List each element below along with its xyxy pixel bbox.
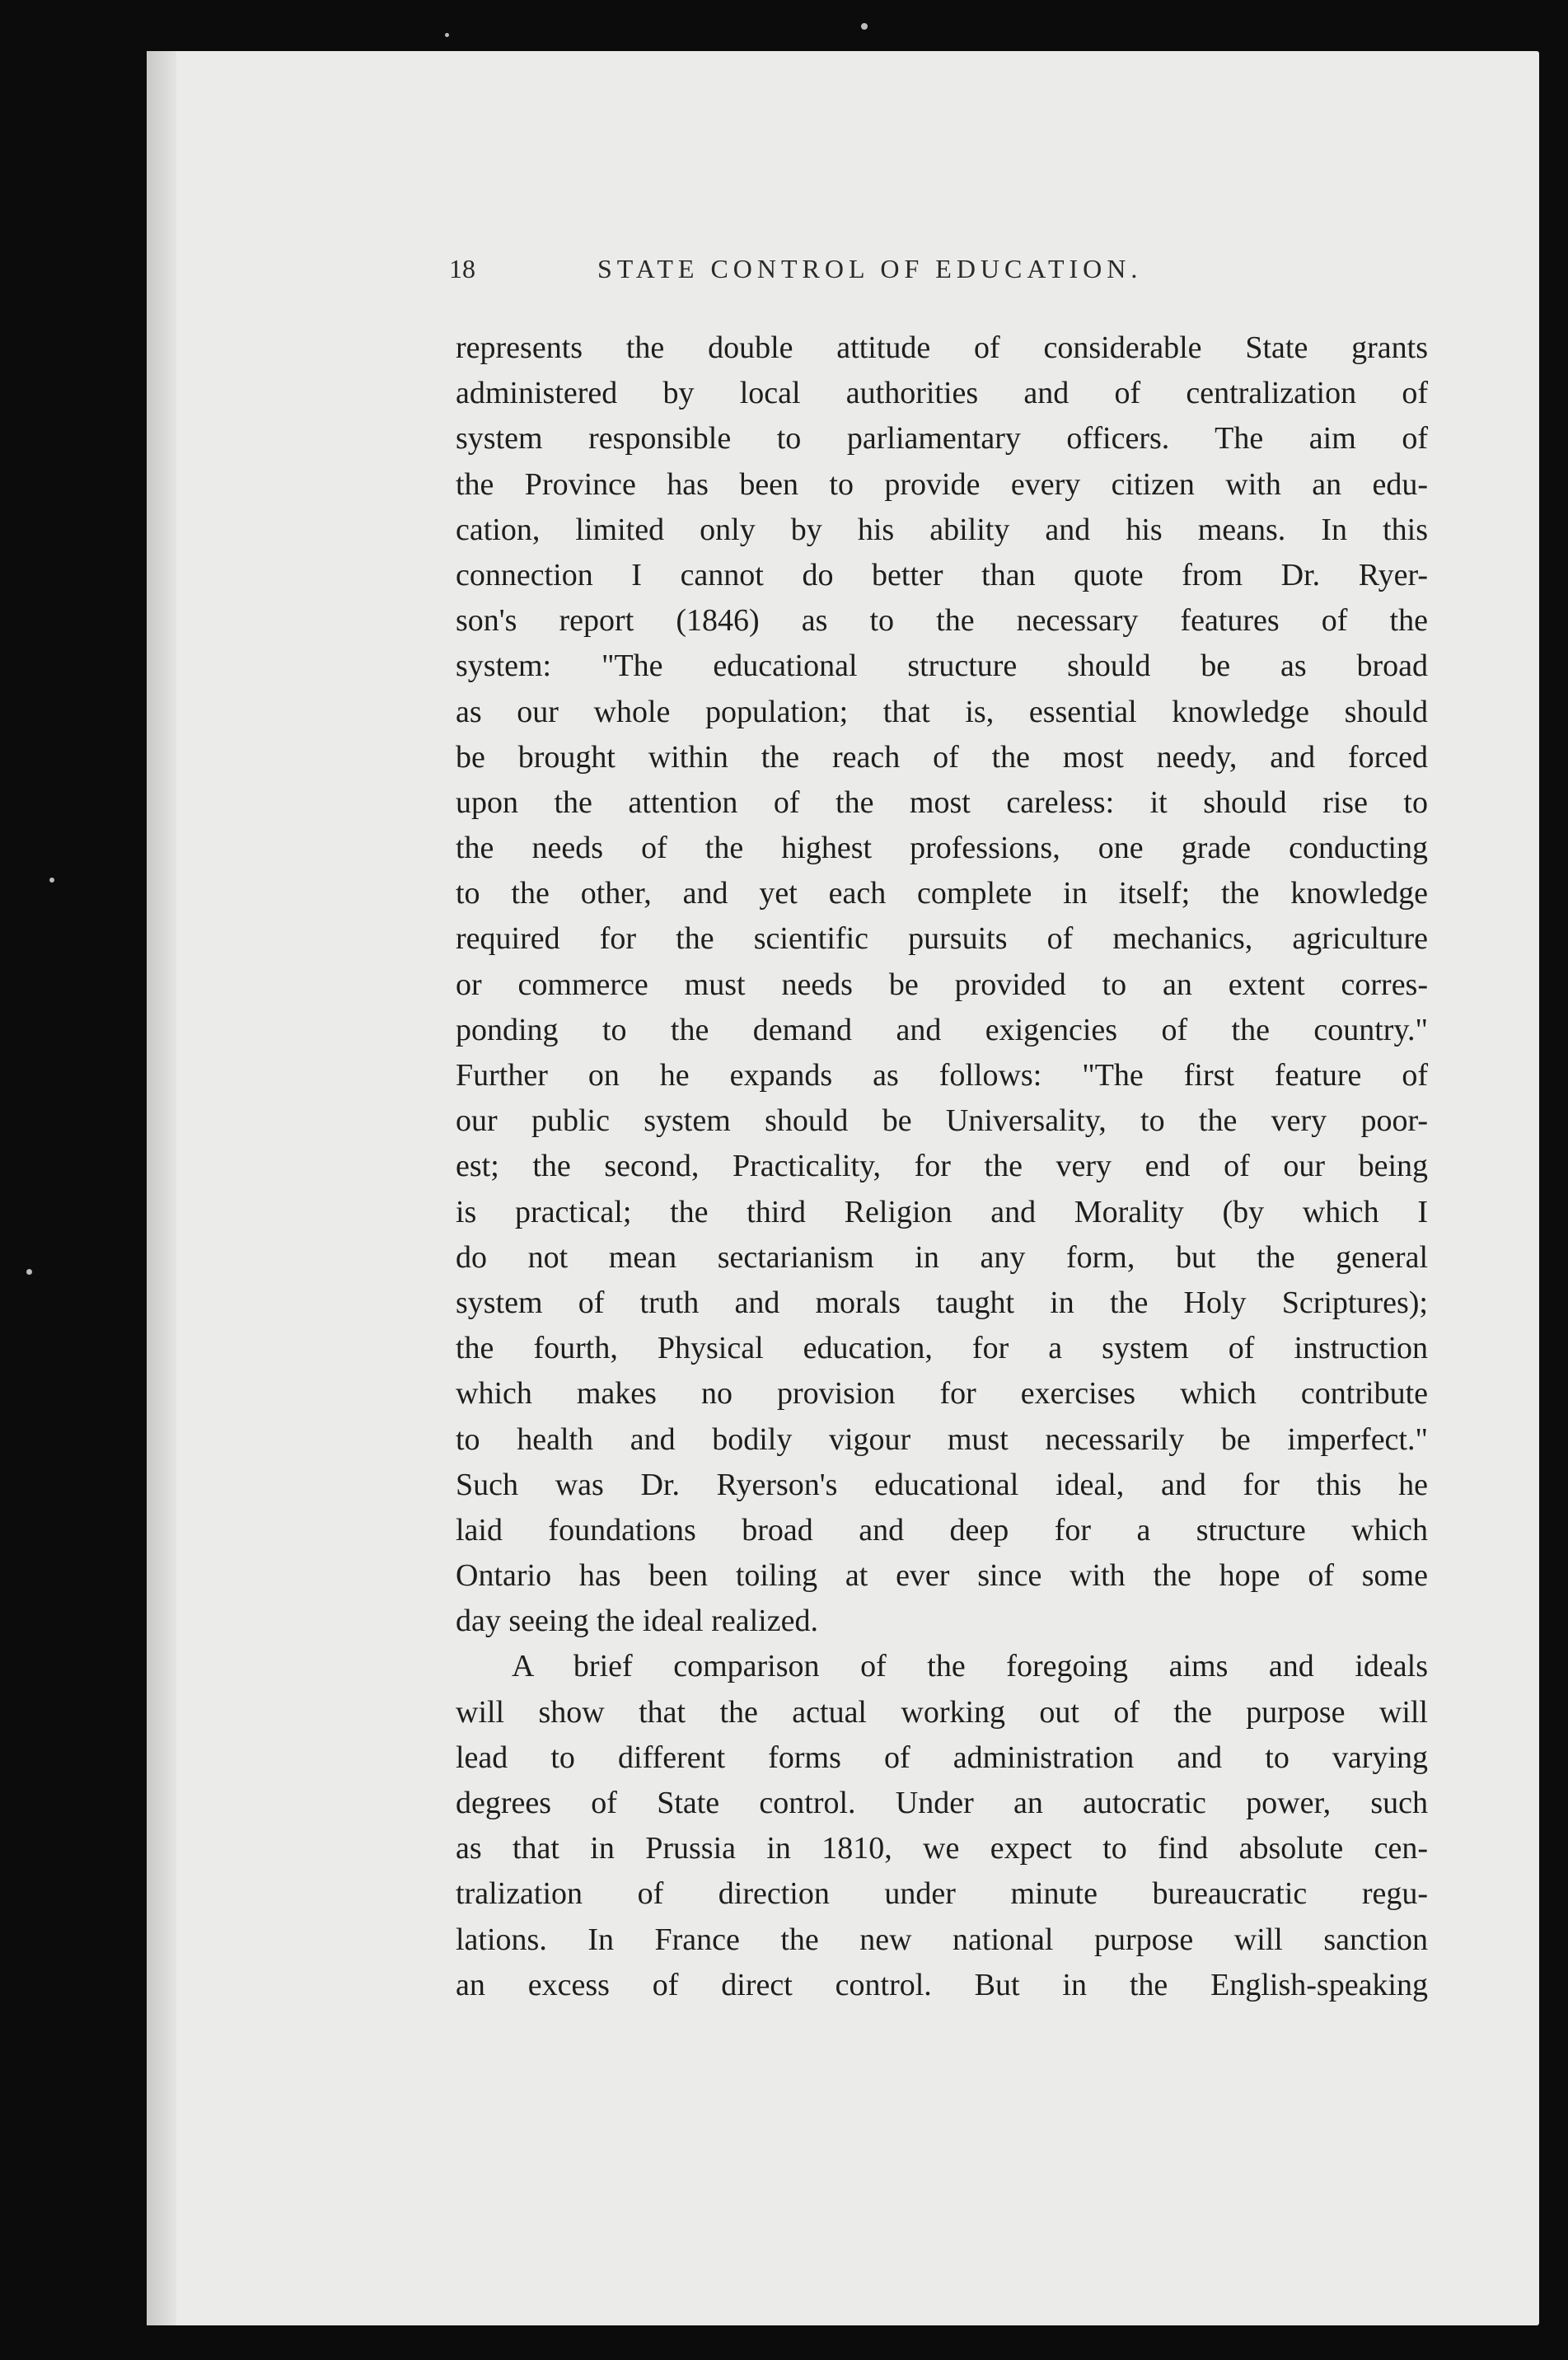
text-line: connection I cannot do better than quote from Dr. Ryer-: [456, 557, 1428, 592]
film-speck: [861, 23, 868, 30]
text-line: Ontario has been toiling at ever since with the hope of some: [456, 1558, 1428, 1594]
text-line: is practical; the third Religion and Morality (by which I: [456, 1194, 1428, 1229]
text-line: est; the second, Practicality, for the very end of our being: [456, 1149, 1428, 1184]
page-number: 18: [449, 254, 475, 283]
film-speck: [26, 1269, 32, 1275]
text-line: required for the scientific pursuits of mechanics, agriculture: [456, 921, 1428, 957]
text-line: will show that the actual working out of the purpose will: [456, 1694, 1428, 1730]
text-line: do not mean sectarianism in any form, but the general: [456, 1239, 1428, 1275]
film-speck: [445, 33, 449, 37]
text-line: to health and bodily vigour must necessarily be imperfect.": [456, 1421, 1428, 1457]
text-line: as our whole population; that is, essential knowledge should: [456, 694, 1428, 729]
text-line: Such was Dr. Ryerson's educational ideal, and for this he: [456, 1467, 1428, 1502]
text-line: system of truth and morals taught in the Holy Scriptures);: [456, 1285, 1428, 1320]
text-line: system responsible to parliamentary officers. The aim of: [456, 421, 1428, 457]
text-line: system: "The educational structure should be as broad: [456, 649, 1428, 684]
body-text: [456, 325, 1428, 2008]
text-line: to the other, and yet each complete in itself; the knowledge: [456, 876, 1428, 911]
text-line: lations. In France the new national purpose will sanction: [456, 1922, 1428, 1957]
text-line: laid foundations broad and deep for a structure which: [456, 1512, 1428, 1548]
text-line: the fourth, Physical education, for a system of instruction: [456, 1331, 1428, 1366]
text-line: the Province has been to provide every citizen with an edu-: [456, 466, 1428, 502]
paragraph: [456, 325, 1428, 1644]
text-line: administered by local authorities and of centralization of: [456, 376, 1428, 411]
text-line: represents the double attitude of considerable State grants: [456, 330, 1428, 365]
text-line: lead to different forms of administration and to varying: [456, 1740, 1428, 1775]
page-gutter-shadow: [147, 51, 176, 2325]
text-line: the needs of the highest professions, one grade conducting: [456, 831, 1428, 866]
page-header: [449, 254, 1438, 287]
paragraph: [456, 1644, 1428, 2008]
text-line: an excess of direct control. But in the English-speaking: [456, 1967, 1428, 2002]
text-line: our public system should be Universality, to the very poor-: [456, 1103, 1428, 1139]
text-line: upon the attention of the most careless: it should rise to: [456, 784, 1428, 820]
text-line: son's report (1846) as to the necessary features of the: [456, 603, 1428, 639]
text-line: which makes no provision for exercises which contribute: [456, 1376, 1428, 1412]
text-line: tralization of direction under minute bureaucratic regu-: [456, 1876, 1428, 1912]
text-line: day seeing the ideal realized.: [456, 1604, 818, 1639]
text-line: A brief comparison of the foregoing aims and ideals: [512, 1649, 1428, 1684]
text-line: be brought within the reach of the most needy, and forced: [456, 739, 1428, 775]
text-line: or commerce must needs be provided to an extent corres-: [456, 967, 1428, 1002]
running-title: STATE CONTROL OF EDUCATION.: [597, 254, 1143, 283]
text-line: degrees of State control. Under an autocratic power, such: [456, 1786, 1428, 1820]
text-line: Further on he expands as follows: "The first feature of: [456, 1058, 1428, 1093]
text-line: as that in Prussia in 1810, we expect to find absolute cen-: [456, 1831, 1428, 1866]
text-line: ponding to the demand and exigencies of the country.": [456, 1012, 1428, 1047]
text-line: cation, limited only by his ability and his means. In this: [456, 512, 1428, 547]
film-speck: [49, 878, 54, 883]
